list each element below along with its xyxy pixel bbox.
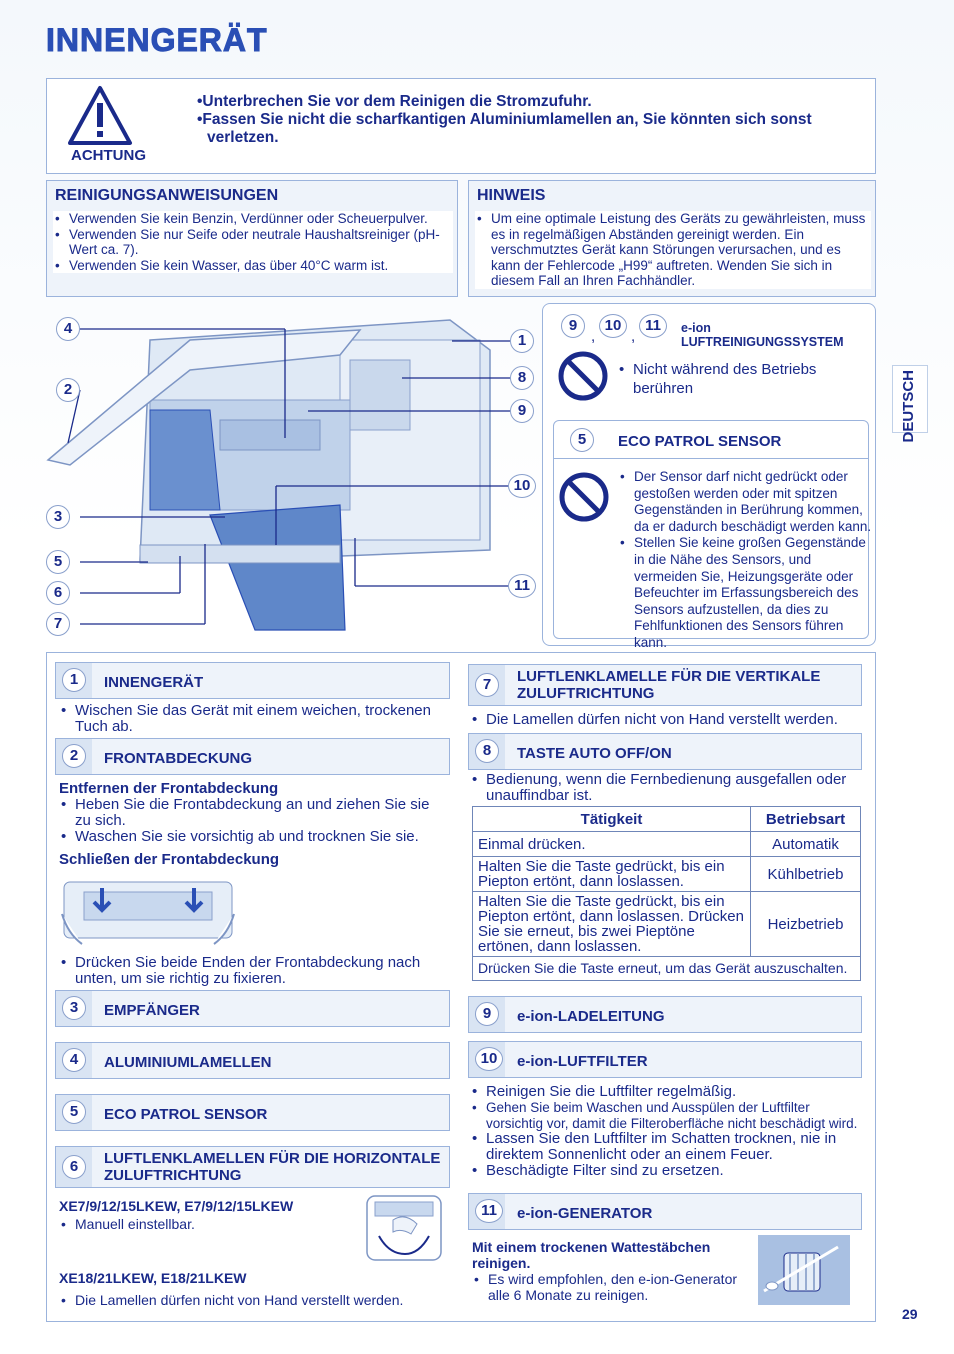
section-3-header — [55, 990, 450, 1027]
page-number: 29 — [902, 1306, 918, 1322]
section-title: ALUMINIUMLAMELLEN — [104, 1054, 272, 1071]
section-number: 5 — [62, 1100, 86, 1124]
eco-panel-title: ECO PATROL SENSOR — [618, 433, 782, 450]
list-item: • Drücken Sie beide Enden der Frontabdeckung nach unten, um sie richtig zu fixieren. — [59, 955, 449, 987]
eco-panel-list — [618, 469, 872, 652]
close-cover-title: Schließen der Frontabdeckung — [59, 851, 280, 868]
cleaning-instructions-list — [53, 211, 453, 273]
callout-11: 11 — [508, 574, 536, 598]
eco-panel-header — [554, 421, 868, 459]
table-footer: Drücken Sie die Taste erneut, um das Gerät auszuschalten. — [473, 957, 861, 981]
section-number: 9 — [475, 1002, 499, 1026]
callout-10: 10 — [508, 474, 536, 498]
section-number: 4 — [62, 1048, 86, 1072]
table-row — [473, 892, 861, 957]
eco-panel — [553, 420, 872, 650]
table-cell: Halten Sie die Taste gedrückt, bis ein Piepton ertönt, dann loslassen. Drücken Sie sie erneut, bis zwei Pieptöne ertönen, dann loslassen. — [473, 892, 751, 957]
manual-adjust-illustration — [365, 1194, 443, 1262]
section-10-header — [468, 1041, 862, 1078]
section-1-header — [55, 662, 450, 699]
section-9-header — [468, 996, 862, 1033]
callout-4: 4 — [56, 317, 80, 341]
section-title: e-ion-GENERATOR — [517, 1205, 653, 1222]
section-11-list — [472, 1271, 742, 1303]
warning-triangle-icon — [67, 85, 133, 147]
section-title: TASTE AUTO OFF/ON — [517, 745, 672, 762]
list-item: • Lassen Sie den Luftfilter im Schatten trocknen, nie in direktem Sonnenlicht oder an einem Feuer. — [470, 1131, 860, 1163]
table-cell: Automatik — [751, 832, 861, 857]
table-row — [473, 857, 861, 892]
section-1-list — [59, 703, 449, 735]
section-4-header — [55, 1042, 450, 1079]
callout-1: 1 — [510, 329, 534, 353]
table-cell: Heizbetrieb — [751, 892, 861, 957]
section-title: INNENGERÄT — [104, 674, 204, 691]
callout-9: 9 — [510, 399, 534, 423]
warning-box — [46, 78, 876, 174]
callout-3: 3 — [46, 505, 70, 529]
auto-button-table — [472, 806, 861, 981]
section-11-header — [468, 1193, 862, 1230]
list-item: • Reinigen Sie die Luftfilter regelmäßig. — [470, 1084, 860, 1100]
section-5-header — [55, 1094, 450, 1131]
list-item: • Der Sensor darf nicht gedrückt oder gestoßen werden oder mit spitzen Gegenständen in Berührung kommen, da er dadurch beschädigt werden kann. — [618, 469, 872, 535]
callout-6: 6 — [46, 581, 70, 605]
warning-text — [197, 93, 847, 147]
model-a-title: XE7/9/12/15LKEW, E7/9/12/15LKEW — [59, 1198, 294, 1214]
section-number: 8 — [475, 739, 499, 763]
table-header: Tätigkeit — [473, 807, 751, 832]
callout-10: 10 — [599, 314, 627, 338]
section-title: LUFTLENKLAMELLE FÜR DIE VERTIKALE ZULUFTRICHTUNG — [517, 668, 821, 702]
callout-5: 5 — [46, 550, 70, 574]
list-item: • Die Lamellen dürfen nicht von Hand verstellt werden. — [59, 1292, 449, 1308]
section-6-header — [55, 1146, 450, 1188]
language-tab-label: DEUTSCH — [900, 370, 917, 443]
generator-subtitle: Mit einem trockenen Wattestäbchen reinigen. — [472, 1239, 711, 1271]
list-item: • Verwenden Sie kein Benzin, Verdünner oder Scheuerpulver. — [53, 211, 453, 227]
section-number: 1 — [62, 668, 86, 692]
prohibited-icon — [558, 471, 610, 523]
page-title: INNENGERÄT — [46, 22, 268, 58]
warning-label: ACHTUNG — [71, 147, 146, 164]
prohibited-icon — [557, 350, 609, 402]
section-title: FRONTABDECKUNG — [104, 750, 253, 767]
cleaning-instructions-box — [46, 180, 458, 297]
section-8-header — [468, 733, 862, 770]
section-8-list — [470, 772, 860, 804]
note-title: HINWEIS — [477, 187, 546, 204]
callout-9: 9 — [561, 314, 585, 338]
list-item: • Es wird empfohlen, den e-ion-Generator alle 6 Monate zu reinigen. — [472, 1271, 742, 1303]
section-7-list — [470, 712, 860, 728]
remove-cover-list — [59, 797, 449, 845]
section-number: 3 — [62, 996, 86, 1020]
list-item: • Beschädigte Filter sind zu ersetzen. — [470, 1163, 860, 1179]
close-cover-list — [59, 955, 449, 987]
section-number: 2 — [62, 744, 86, 768]
language-tab — [892, 365, 928, 443]
section-number: 7 — [475, 673, 499, 697]
list-item: • Stellen Sie keine großen Gegenstände in die Nähe des Sensors, und vermeiden Sie, Heizungsgeräte oder Befeuchter im Erfassungsbereich des Sensors aufzustellen, da dies zu Fehlfunktionen des Sensors führen kann. — [618, 535, 872, 651]
section-10-list — [470, 1084, 860, 1179]
section-title: LUFTLENKLAMELLEN FÜR DIE HORIZONTALE ZULUFTRICHTUNG — [104, 1150, 441, 1184]
list-item: • Um eine optimale Leistung des Geräts zu gewährleisten, muss es in regelmäßigen Abständen gereinigt werden. Ein verschmutztes Gerät kann Störungen verursachen, und es kann der Fehlercode „H99“ auftreten. Wenden Sie sich in diesem Fall an Ihren Fachhändler. — [475, 211, 871, 289]
section-title: e-ion-LUFTFILTER — [517, 1053, 648, 1070]
list-item: • Nicht während des Betriebs berühren — [617, 360, 837, 398]
section-title: ECO PATROL SENSOR — [104, 1106, 268, 1123]
model-b-list — [59, 1292, 449, 1308]
table-row — [473, 957, 861, 981]
section-7-header — [468, 664, 862, 706]
warning-line: •Unterbrechen Sie vor dem Reinigen die Stromzufuhr. — [197, 93, 592, 110]
note-box — [468, 180, 876, 297]
table-header-row — [473, 807, 861, 832]
indoor-unit-diagram — [40, 300, 540, 640]
section-title: EMPFÄNGER — [104, 1002, 200, 1019]
louvers — [140, 545, 340, 563]
model-b-title: XE18/21LKEW, E18/21LKEW — [59, 1270, 247, 1286]
list-item: • Wischen Sie das Gerät mit einem weichen, trockenen Tuch ab. — [59, 703, 449, 735]
table-cell: Halten Sie die Taste gedrückt, bis ein Piepton ertönt, dann loslassen. — [473, 857, 751, 892]
section-number: 10 — [475, 1047, 503, 1071]
separator: , — [631, 328, 636, 345]
list-item: • Verwenden Sie kein Wasser, das über 40°C warm ist. — [53, 258, 453, 274]
model-a-list — [59, 1216, 349, 1232]
list-item: • Heben Sie die Frontabdeckung an und ziehen Sie sie zu sich. — [59, 797, 449, 829]
section-number: 6 — [62, 1155, 86, 1179]
note-list — [475, 211, 871, 289]
eion-panel-title: e-ion LUFTREINIGUNGSSYSTEM — [681, 321, 844, 349]
list-item: • Manuell einstellbar. — [59, 1216, 349, 1232]
cleaning-instructions-title: REINIGUNGSANWEISUNGEN — [55, 187, 279, 204]
table-cell: Einmal drücken. — [473, 832, 751, 857]
list-item: • Gehen Sie beim Waschen und Ausspülen der Luftfilter vorsichtig vor, damit die Filteroberfläche nicht beschädigt wird. — [470, 1100, 860, 1131]
list-item: • Bedienung, wenn die Fernbedienung ausgefallen oder unauffindbar ist. — [470, 772, 860, 804]
list-item: • Die Lamellen dürfen nicht von Hand verstellt werden. — [470, 712, 860, 728]
table-header: Betriebsart — [751, 807, 861, 832]
section-2-header — [55, 738, 450, 775]
callout-5: 5 — [570, 428, 594, 452]
table-cell: Kühlbetrieb — [751, 857, 861, 892]
warning-line: •Fassen Sie nicht die scharfkantigen Aluminiumlamellen an, Sie könnten sich sonst verletzen. — [197, 111, 812, 146]
callout-2: 2 — [56, 378, 80, 402]
callout-11: 11 — [639, 314, 667, 338]
callout-7: 7 — [46, 612, 70, 636]
table-row — [473, 832, 861, 857]
remove-cover-title: Entfernen der Frontabdeckung — [59, 780, 279, 797]
caution-panel — [542, 303, 876, 650]
callout-8: 8 — [510, 366, 534, 390]
list-item: • Waschen Sie sie vorsichtig ab und trocknen Sie sie. — [59, 829, 449, 845]
section-title: e-ion-LADELEITUNG — [517, 1008, 665, 1025]
list-item: • Verwenden Sie nur Seife oder neutrale Haushaltsreiniger (pH-Wert ca. 7). — [53, 227, 453, 258]
section-number: 11 — [475, 1199, 503, 1223]
cotton-swab-illustration — [758, 1235, 850, 1305]
close-cover-illustration — [58, 874, 238, 946]
eion-panel-list — [617, 360, 837, 398]
separator: , — [591, 328, 596, 345]
